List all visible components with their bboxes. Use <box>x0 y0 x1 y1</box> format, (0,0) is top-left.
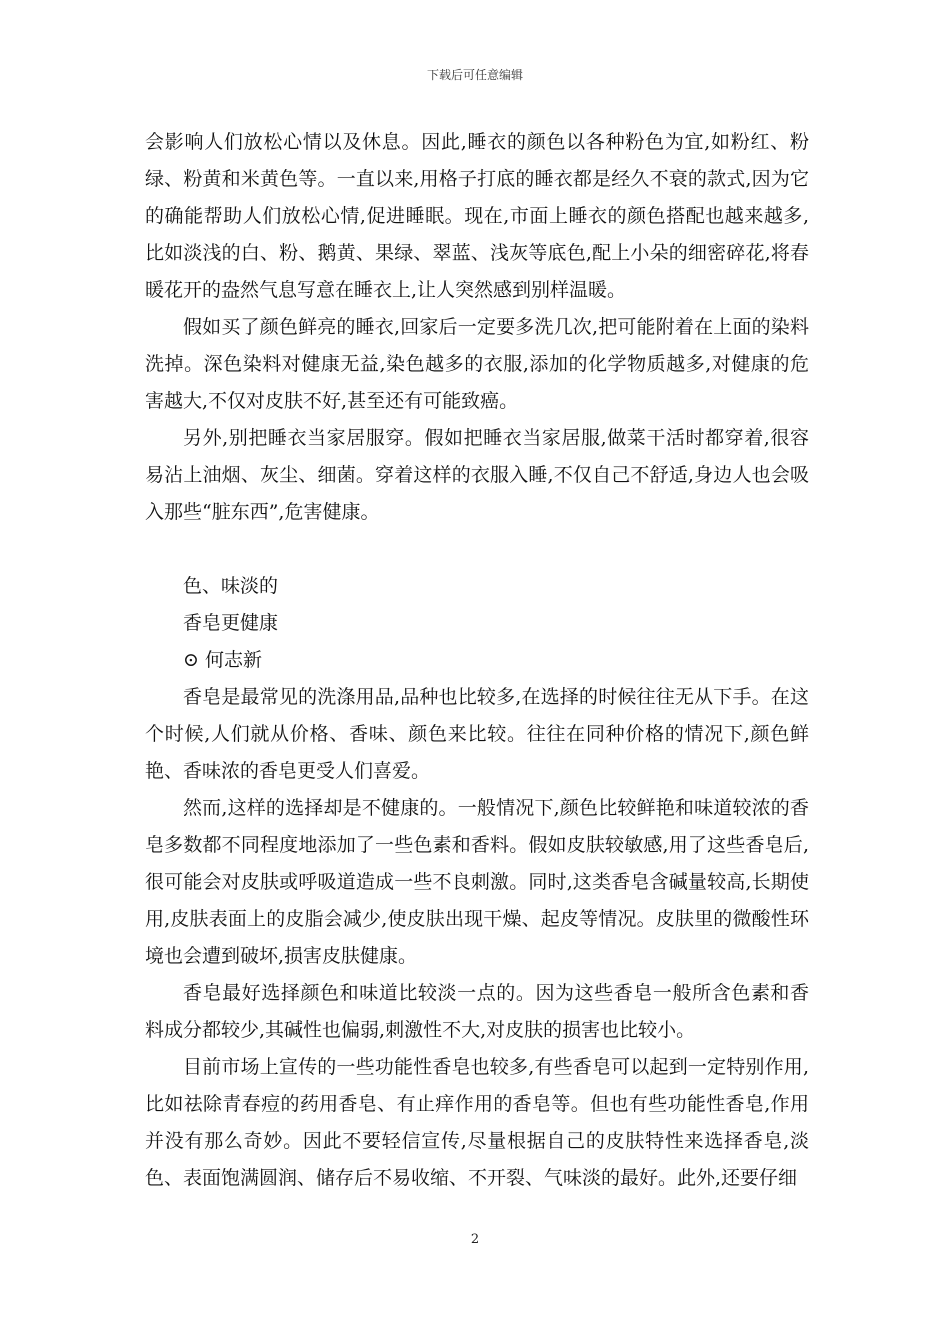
document-body <box>145 124 809 1197</box>
article1-paragraph-continued: 会影响人们放松心情以及休息。因此,睡衣的颜色以各种粉色为宜,如粉红、粉绿、粉黄和米黄色等。一直以来,用格子打底的睡衣都是经久不衰的款式,因为它的确能帮助人们放松心情,促进睡眠。现在,市面上睡衣的颜色搭配也越来越多,比如淡浅的白、粉、鹅黄、果绿、翠蓝、浅灰等底色,配上小朵的细密碎花,将春暖花开的盎然气息写意在睡衣上,让人突然感到别样温暖。 <box>145 131 809 301</box>
article2-title-line1: 色、味淡的 <box>183 575 279 597</box>
section-spacer <box>145 531 809 568</box>
page-header: 下载后可任意编辑 <box>426 68 523 82</box>
article2-paragraph: 目前市场上宣传的一些功能性香皂也较多,有些香皂可以起到一定特别作用,比如祛除青春痘的药用香皂、有止痒作用的香皂等。但也有些功能性香皂,作用并没有那么奇妙。因此不要轻信宣传,尽量根据自己的皮肤特性来选择香皂,淡色、表面饱满圆润、储存后不易收缩、不开裂、气味淡的最好。此外,还要仔细 <box>145 1056 809 1189</box>
article2-author: ⊙ 何志新 <box>183 649 262 671</box>
article1-paragraph: 假如买了颜色鲜亮的睡衣,回家后一定要多洗几次,把可能附着在上面的染料洗掉。深色染料对健康无益,染色越多的衣服,添加的化学物质越多,对健康的危害越大,不仅对皮肤不好,甚至还有可能致癌。 <box>145 316 809 412</box>
article2-paragraph: 香皂是最常见的洗涤用品,品种也比较多,在选择的时候往往无从下手。在这个时候,人们就从价格、香味、颜色来比较。往往在同种价格的情况下,颜色鲜艳、香味浓的香皂更受人们喜爱。 <box>145 686 809 782</box>
article2-paragraph: 然而,这样的选择却是不健康的。一般情况下,颜色比较鲜艳和味道较浓的香皂多数都不同程度地添加了一些色素和香料。假如皮肤较敏感,用了这些香皂后,很可能会对皮肤或呼吸道造成一些不良刺激。同时,这类香皂含碱量较高,长期使用,皮肤表面上的皮脂会减少,使皮肤出现干燥、起皮等情况。皮肤里的微酸性环境也会遭到破坏,损害皮肤健康。 <box>145 797 809 967</box>
article2-paragraph: 香皂最好选择颜色和味道比较淡一点的。因为这些香皂一般所含色素和香料成分都较少,其碱性也偏弱,刺激性不大,对皮肤的损害也比较小。 <box>145 982 809 1041</box>
article1-paragraph: 另外,别把睡衣当家居服穿。假如把睡衣当家居服,做菜干活时都穿着,很容易沾上油烟、灰尘、细菌。穿着这样的衣服入睡,不仅自己不舒适,身边人也会吸入那些“脏东西”,危害健康。 <box>145 427 809 523</box>
article2-title-line2: 香皂更健康 <box>183 612 279 634</box>
page-number: 2 <box>470 1232 480 1247</box>
